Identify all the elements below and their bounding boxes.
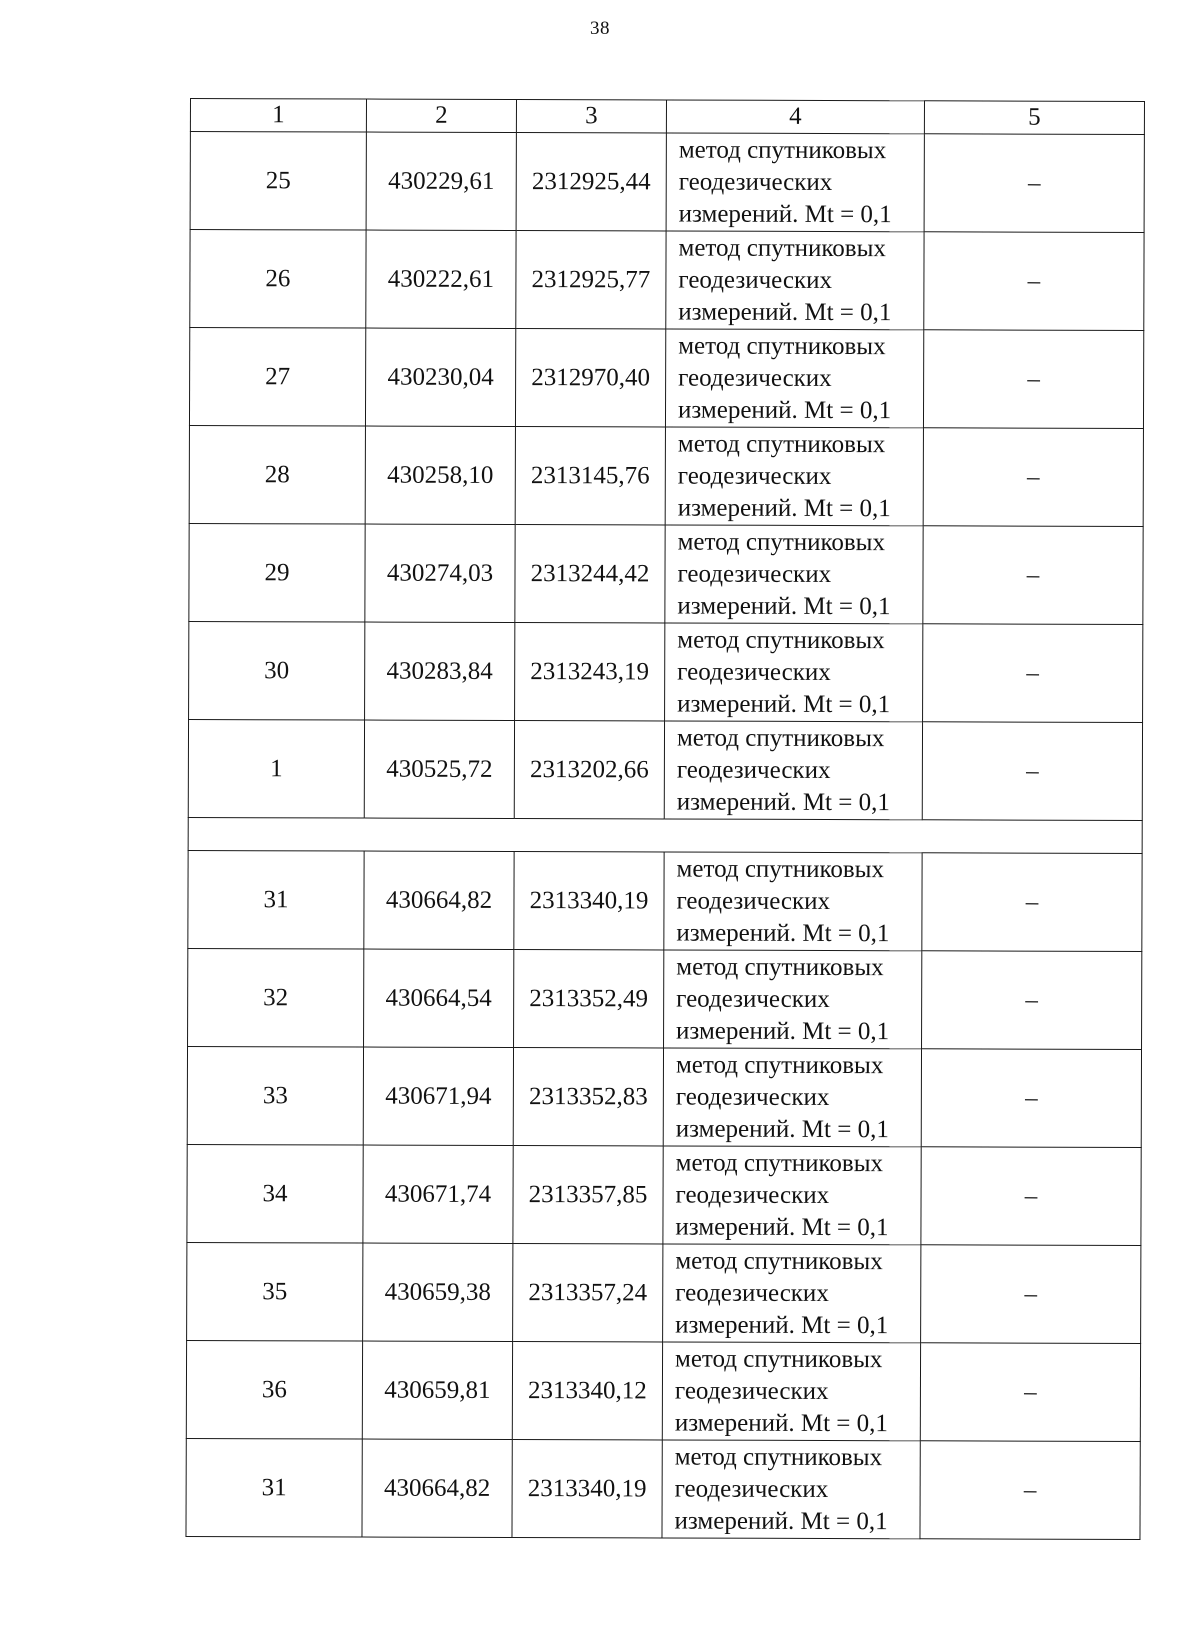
table-row [190,132,1144,233]
header-col-3: 3 [516,100,666,133]
x-coordinate-cell: 430664,54 [364,949,514,1047]
method-line: метод спутниковых [677,626,885,654]
point-number-cell: 28 [189,425,365,524]
method-line: геодезических [674,1475,829,1503]
header-col-4: 4 [666,100,924,134]
method-line: метод спутниковых [674,1345,883,1373]
point-number-cell: 34 [187,1144,363,1243]
method-line: геодезических [675,1181,830,1209]
separator-cell [188,817,1142,853]
method-line: измерений. Mt = 0,1 [677,592,891,620]
method-line: геодезических [676,887,831,915]
page-number: 38 [590,18,610,39]
y-coordinate-cell: 2313352,83 [513,1048,663,1146]
method-line: измерений. Mt = 0,1 [675,1213,889,1241]
description-cell: – [922,722,1142,821]
description-cell: – [922,951,1142,1050]
point-number-cell: 33 [187,1046,363,1145]
method-cell [666,133,924,232]
point-number-cell: 35 [187,1242,363,1341]
description-cell: – [924,232,1144,331]
table-row [186,1340,1140,1441]
method-cell [664,950,922,1049]
x-coordinate-cell: 430258,10 [365,426,515,524]
y-coordinate-cell: 2313340,19 [514,852,664,950]
table-group-1 [188,132,1144,821]
y-coordinate-cell: 2313340,19 [512,1440,662,1538]
method-cell [664,852,922,951]
method-line: геодезических [678,266,833,294]
method-line: метод спутниковых [678,234,886,262]
point-number-cell: 26 [190,230,366,329]
method-line: метод спутниковых [676,724,885,752]
method-line: измерений. Mt = 0,1 [676,919,890,947]
coordinates-table [185,98,1145,1540]
method-line: геодезических [676,756,831,784]
method-line: метод спутниковых [676,855,885,883]
method-line: измерений. Mt = 0,1 [677,690,891,718]
y-coordinate-cell: 2312925,77 [516,231,666,329]
method-line: геодезических [674,1377,829,1405]
point-number-cell: 1 [188,719,364,818]
table-row [190,230,1144,331]
method-cell [665,427,923,526]
method-line: геодезических [678,364,832,392]
y-coordinate-cell: 2312970,40 [515,329,665,427]
table-group-2 [186,850,1142,1539]
method-line: измерений. Mt = 0,1 [675,1311,889,1339]
method-line: метод спутниковых [675,1149,884,1177]
y-coordinate-cell: 2313145,76 [515,427,665,525]
method-line: метод спутниковых [675,1247,883,1275]
x-coordinate-cell: 430664,82 [362,1439,512,1537]
y-coordinate-cell: 2313340,12 [512,1342,662,1440]
method-cell [666,231,924,330]
method-line: измерений. Mt = 0,1 [678,298,892,326]
description-cell: – [923,624,1143,723]
table-row [189,621,1143,722]
point-number-cell: 27 [189,328,365,427]
header-col-5: 5 [924,101,1144,135]
method-line: метод спутниковых [677,430,886,458]
table-header [190,99,1144,135]
method-line: геодезических [676,985,830,1013]
description-cell: – [924,134,1144,233]
method-line: измерений. Mt = 0,1 [674,1507,888,1535]
point-number-cell: 31 [188,850,364,949]
table-row [186,1438,1140,1539]
point-number-cell: 29 [189,523,365,622]
table-row [187,1144,1141,1245]
method-cell [665,623,923,722]
method-line: метод спутниковых [676,953,884,981]
header-col-2: 2 [366,99,516,132]
method-line: геодезических [677,658,831,686]
method-line: метод спутниковых [678,136,887,164]
point-number-cell: 25 [190,132,366,231]
method-line: измерений. Mt = 0,1 [678,200,892,228]
method-cell [663,1048,921,1147]
description-cell: – [921,1049,1141,1148]
method-line: метод спутниковых [677,528,886,556]
description-cell: – [920,1343,1140,1442]
method-line: измерений. Mt = 0,1 [676,1017,890,1045]
point-number-cell: 30 [189,621,365,720]
table-separator [188,817,1142,853]
point-number-cell: 36 [186,1340,362,1439]
y-coordinate-cell: 2313357,24 [513,1244,663,1342]
x-coordinate-cell: 430659,81 [362,1341,512,1439]
description-cell: – [921,1147,1141,1246]
y-coordinate-cell: 2313244,42 [515,525,665,623]
table-row [189,523,1143,624]
method-line: геодезических [675,1083,830,1111]
method-line: измерений. Mt = 0,1 [677,396,892,424]
description-cell: – [921,1245,1141,1344]
x-coordinate-cell: 430229,61 [366,132,516,230]
point-number-cell: 31 [186,1438,362,1537]
x-coordinate-cell: 430230,04 [365,328,515,426]
x-coordinate-cell: 430274,03 [365,524,515,622]
x-coordinate-cell: 430525,72 [364,720,514,818]
x-coordinate-cell: 430664,82 [364,851,514,949]
method-cell [665,329,923,428]
x-coordinate-cell: 430671,94 [363,1047,513,1145]
method-line: метод спутниковых [678,332,886,360]
x-coordinate-cell: 430671,74 [363,1145,513,1243]
table-row [187,1046,1141,1147]
method-line: геодезических [678,168,833,196]
method-cell [665,525,923,624]
table-row [187,1242,1141,1343]
method-line: геодезических [677,560,832,588]
x-coordinate-cell: 430222,61 [366,230,516,328]
description-cell: – [922,853,1142,952]
y-coordinate-cell: 2313352,49 [514,950,664,1048]
method-line: метод спутниковых [674,1443,883,1471]
description-cell: – [923,428,1143,527]
separator-row [188,817,1142,853]
method-line: метод спутниковых [675,1051,884,1079]
method-line: измерений. Mt = 0,1 [676,788,890,816]
description-cell: – [923,526,1143,625]
method-cell [662,1440,920,1539]
method-cell [664,721,922,820]
description-cell: – [923,330,1143,429]
y-coordinate-cell: 2312925,44 [516,133,666,231]
table-row [188,948,1142,1049]
table-row [188,719,1142,820]
y-coordinate-cell: 2313357,85 [513,1146,663,1244]
x-coordinate-cell: 430659,38 [363,1243,513,1341]
method-line: измерений. Mt = 0,1 [677,494,891,522]
method-cell [663,1244,921,1343]
method-cell [662,1342,920,1441]
method-line: измерений. Mt = 0,1 [674,1409,888,1437]
x-coordinate-cell: 430283,84 [365,622,515,720]
y-coordinate-cell: 2313243,19 [515,623,665,721]
header-col-1: 1 [190,99,366,133]
method-line: геодезических [677,462,832,490]
header-row [190,99,1144,135]
table-row [189,425,1143,526]
description-cell: – [920,1441,1140,1540]
table-row [189,328,1143,429]
y-coordinate-cell: 2313202,66 [514,721,664,819]
method-line: измерений. Mt = 0,1 [675,1115,889,1143]
table-row [188,850,1142,951]
method-cell [663,1146,921,1245]
point-number-cell: 32 [188,948,364,1047]
method-line: геодезических [675,1279,829,1307]
